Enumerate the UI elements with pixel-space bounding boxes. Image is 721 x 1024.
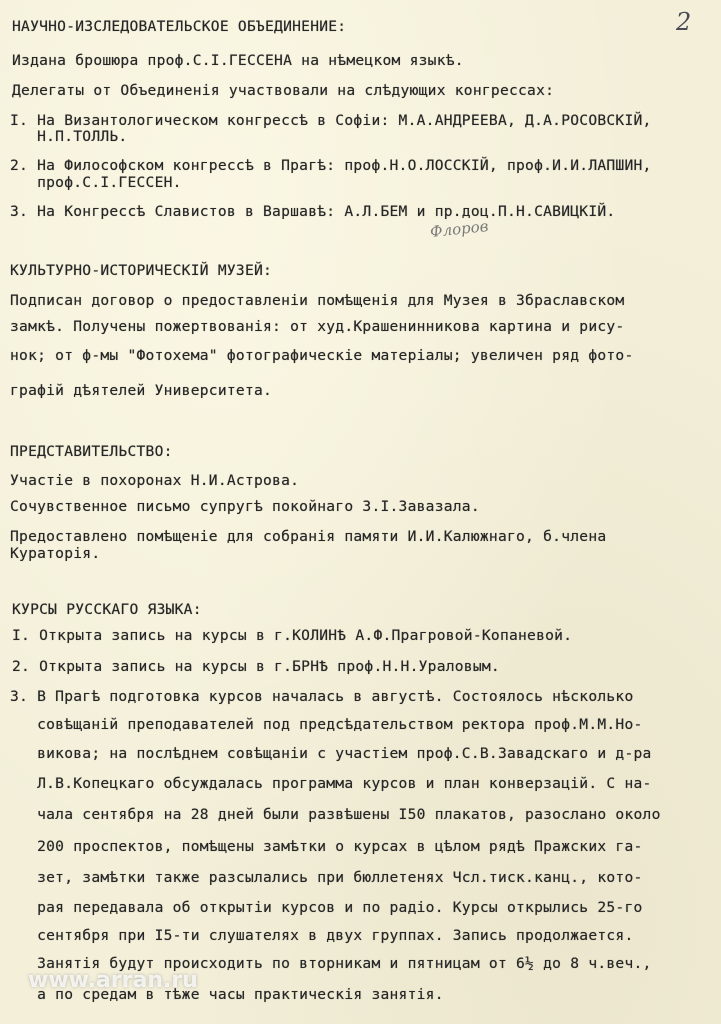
heading-representation: ПРЕДСТАВИТЕЛЬСТВО: — [10, 443, 173, 460]
text-line: Занятія будут происходить по вторникам и пятницам от 6½ до 8 ч.веч., — [10, 955, 652, 972]
text-line: рая передавала об открытіи курсов и по радіо. Курсы открылись 25-го — [10, 899, 643, 916]
text-line: Участіе в похоронах Н.И.Астрова. — [10, 472, 300, 489]
text-line: замкѣ. Получены пожертвованія: от худ.Крашенинникова картина и рису- — [10, 318, 625, 335]
text-line: Подписан договор о предоставленіи помѣщенія для Музея в Збраславском — [10, 292, 625, 309]
list-item: проф.С.I.ГЕССЕН. — [10, 174, 182, 191]
heading-research-association: НАУЧНО-ИЗСЛЕДОВАТЕЛЬСКОЕ ОБЪЕДИНЕНИЕ: — [12, 18, 347, 35]
list-item: 2. На Философском конгрессѣ в Прагѣ: проф.Н.О.ЛОССКIЙ, проф.И.И.ЛАПШИН, — [10, 157, 652, 174]
text-line: нок; от ф-мы "Фотохема" фотографическіе матеріалы; увеличен ряд фото- — [10, 347, 634, 364]
text-line: чала сентября на 28 дней были развѣшены I50 плакатов, разослано около — [10, 806, 661, 823]
text-line: сентября при I5-ти слушателях в двух группах. Запись продолжается. — [10, 927, 634, 944]
list-item: 2. Открыта запись на курсы в г.БРНѢ проф.Н.Н.Ураловым. — [12, 658, 500, 675]
watermark: www.arran.ru — [28, 968, 198, 993]
list-item: 3. На Конгрессѣ Славистов в Варшавѣ: А.Л.БЕМ и пр.доц.П.Н.САВИЦКIЙ. — [10, 203, 616, 220]
list-item: I. На Византологическом конгрессѣ в Софіи: М.А.АНДРЕЕВА, Д.А.РОСОВСКIЙ, — [10, 112, 652, 129]
text-line: а по средам в тѣже часы практическія занятія. — [10, 986, 444, 1003]
text-line: зет, замѣтки также разсылались при бюллетенях Чсл.тиск.канц., кото- — [10, 869, 643, 886]
list-item: I. Открыта запись на курсы в г.КОЛИНѢ А.Ф.Прагровой-Копаневой. — [12, 627, 573, 644]
text-line: совѣщаній преподавателей под предсѣдательством ректора проф.М.М.Но- — [10, 716, 643, 733]
text-line: Кураторія. — [10, 545, 101, 562]
list-item: 3. В Прагѣ подготовка курсов началась в августѣ. Состоялось нѣсколько — [10, 688, 634, 705]
list-item: Н.П.ТОЛЛЬ. — [10, 128, 128, 145]
text-line: графій дѣятелей Университета. — [10, 382, 273, 399]
heading-language-courses: КУРСЫ РУССКАГО ЯЗЫКА: — [12, 601, 202, 618]
text-line: Л.В.Копецкаго обсуждалась программа курсов и план конверзацій. С на- — [10, 775, 652, 792]
text-line: Издана брошюра проф.С.I.ГЕССЕНА на нѣмецком языкѣ. — [12, 52, 464, 69]
text-line: Предоставлено помѣщеніе для собранія памяти И.И.Калюжнаго, б.члена — [10, 528, 607, 545]
text-line: викова; на послѣднем совѣщаніи с участіем проф.С.В.Завадскаго и д-ра — [10, 745, 652, 762]
text-line: 200 проспектов, помѣщены замѣтки о курсах в цѣлом рядѣ Пражских га- — [10, 838, 643, 855]
heading-museum: КУЛЬТУРНО-ИСТОРИЧЕСКIЙ МУЗЕЙ: — [10, 262, 273, 279]
text-line: Сочувственное письмо супругѣ покойнаго З.I.Завазала. — [10, 498, 480, 515]
page-number: 2 — [676, 8, 692, 36]
handwritten-note: Флоров — [429, 216, 490, 242]
text-line: Делегаты от Объединенія участвовали на слѣдующих конгрессах: — [12, 82, 555, 99]
